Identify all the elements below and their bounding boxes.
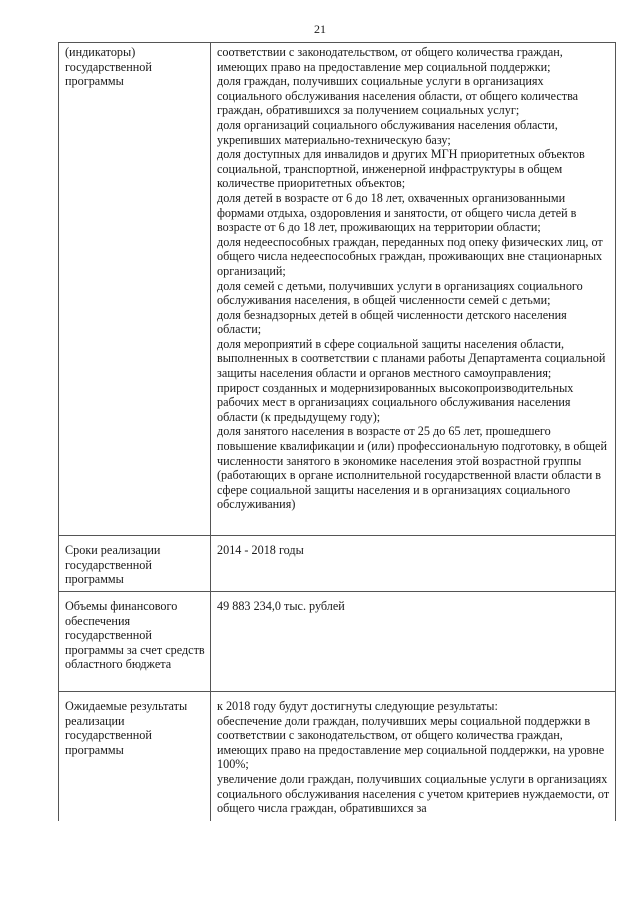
- program-passport-table: [58, 42, 616, 821]
- indicator-paragraph: доля детей в возрасте от 6 до 18 лет, охваченных организованными формами отдыха, оздоровления и занятости, от общего числа детей в возрасте от 6 до 18 лет, проживающих на территории области;: [217, 190, 577, 235]
- table-row: [59, 692, 616, 822]
- table-row: [59, 592, 616, 692]
- row-label: Объемы финансового обеспечения государственной программы за счет средств областного бюджета: [59, 592, 211, 692]
- row-label: Сроки реализации государственной программы: [59, 536, 211, 592]
- indicator-paragraph: прирост созданных и модернизированных высокопроизводительных рабочих мест в организациях социального обслуживания населения области (к предыдущему году);: [217, 380, 574, 424]
- indicator-paragraph: соответствии с законодательством, от общего количества граждан, имеющих право на предоставление мер социальной поддержки;: [217, 45, 563, 74]
- row-value: [211, 592, 616, 692]
- indicator-paragraph: доля граждан, получивших социальные услуги в организациях социального обслуживания населения области, от общего количества граждан, обратившихся за получением социальных услуг;: [217, 74, 579, 118]
- indicator-paragraph: доля недееспособных граждан, переданных под опеку физических лиц, от общего числа недееспособных граждан, проживающих вне стационарных организаций;: [217, 234, 603, 278]
- indicator-paragraph: доля организаций социального обслуживания населения области, укрепивших материально-техническую базу;: [217, 117, 558, 147]
- result-paragraph: увеличение доли граждан, получивших социальные услуги в организациях социального обслуживания населения с учетом критериев нуждаемости, от общего числа граждан, обратившихся за: [217, 771, 610, 816]
- indicator-paragraph: доля безнадзорных детей в общей численности детского населения области;: [217, 307, 567, 337]
- row-label: Ожидаемые результаты реализации государственной программы: [59, 692, 211, 822]
- result-paragraph: обеспечение доли граждан, получивших меры социальной поддержки в соответствии с законодательством, от общего количества граждан, имеющих право на предоставление мер социальной поддержки, на уровне 100%;: [217, 713, 605, 772]
- page-number: 21: [314, 22, 326, 36]
- result-paragraph: к 2018 году будут достигнуты следующие результаты:: [217, 699, 498, 713]
- indicator-paragraph: доля мероприятий в сфере социальной защиты населения области, выполненных в соответствии с планами работы Департамента социальной защиты населения области и органов местного самоуправления;: [217, 336, 606, 381]
- indicator-paragraph: доля доступных для инвалидов и других МГН приоритетных объектов социальной, транспортной, инженерной инфраструктуры в общем количестве приоритетных объектов;: [217, 147, 585, 191]
- table-row: [59, 536, 616, 592]
- row-value: [211, 692, 616, 822]
- implementation-period: 2014 - 2018 годы: [217, 543, 304, 557]
- row-value: [211, 43, 616, 536]
- funding-amount: 49 883 234,0 тыс. рублей: [217, 599, 345, 613]
- row-value: [211, 536, 616, 592]
- row-label: (индикаторы) государственной программы: [59, 43, 211, 536]
- table-row: [59, 43, 616, 536]
- indicator-paragraph: доля семей с детьми, получивших услуги в организациях социального обслуживания населения, в общей численности семей с детьми;: [217, 278, 583, 308]
- indicator-paragraph: доля занятого населения в возрасте от 25 до 65 лет, прошедшего повышение квалификации и (или) профессиональную подготовку, в общей численности занятого в экономике населения этой возрастной группы (работающих в органе исполнительной государственной власти области в сфере социальной защиты населения и в организациях социального обслуживания): [217, 424, 607, 512]
